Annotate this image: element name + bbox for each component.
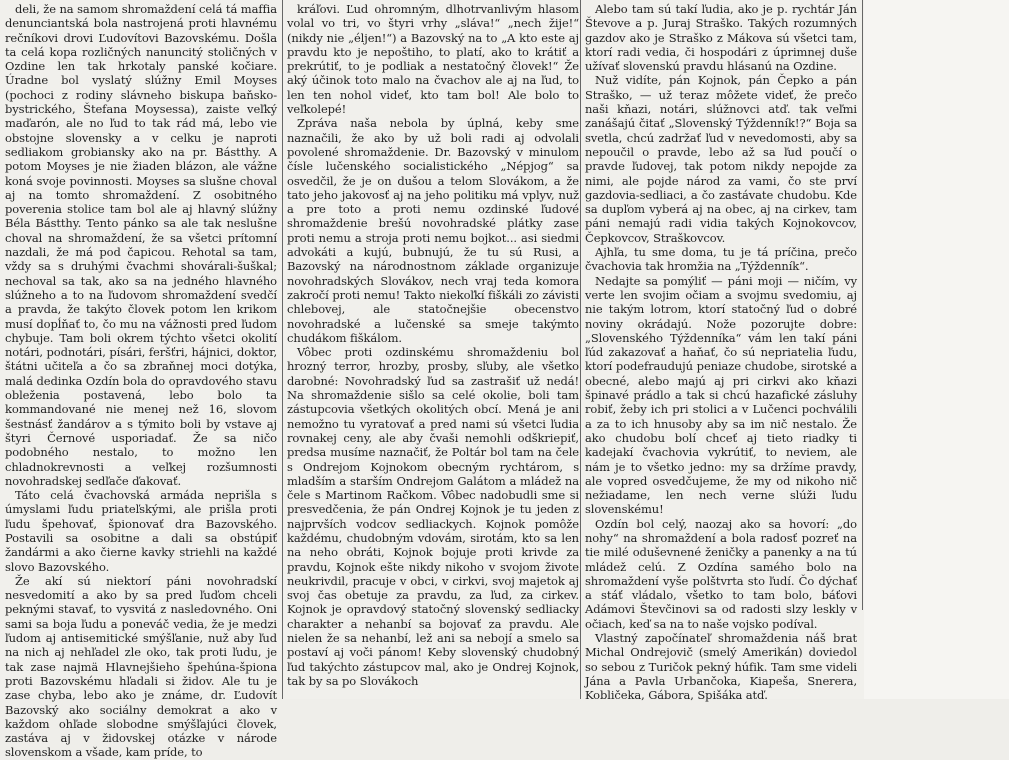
paragraph: Nedajte sa pomýliť — páni moji — ničím, vy verte len svojim očiam a svojmu svedomiu, aj nie takým lotrom, ktorí statočný ľud o dobré noviny okrádajú. Nože pozorujte dobre: „Slovenského Týždenníka“ vám len takí páni ľúd zakazovať a haňať, čo sú nepriatelia ľudu, ktorí podefraudujú peniaze chudobe, sirotské a obecné, alebo majú aj pri cirkvi ako kňazi špinavé prádlo a tak si chcú hazafické zásluhy robiť, žeby ich pri stolici a v Lučenci pochválili a za to ich hnusoby aby sa im nič nestalo. Že ako chudobu bolí chceť aj tieto riadky ti kadejakí čvachovia vykrútiť, to neviem, ale nám je to všetko jedno: my sa držíme pravdy, ale vopred osvedčujeme, že my od nikoho nič nežiadame, len nech verne slúži ľudu slovenskému! (585, 273, 857, 517)
article-column-left (5, 2, 277, 760)
article-column-middle (287, 2, 579, 693)
paragraph: kráľovi. Ľud ohromným, dlhotrvanlivým hlasom volal vo tri, vo štyri vrhy „sláva!“ „nech žije!“ (nikdy nie „éljen!“) a Bazovský na to „A kto este aj pravdu kto je nepoštiho, to platí, ako to krátiť a prekrútiť, to je podliak a nestatočný človek!“ Že aký účinok toto malo na čvachov ale aj na ľud, to len ten nohol videť, kto tam bol! Ale bolo to veľkolepé! (287, 2, 579, 117)
paragraph: Alebo tam sú takí ľudia, ako je p. rychtár Ján Števove a p. Juraj Straško. Takých rozumných gazdov ako je Straško z Mákova sú všetci tam, ktorí radi vedia, či hospodári z úprimnej duše užívať slovenskú pravdu hlásanú na Ozdine. (585, 2, 857, 74)
paragraph: deli, že na samom shromaždení celá tá maffia denunciantská bola nastrojená proti hlavnému rečníkovi drovi Ľudovítovi Bazovskému. Došla ta celá kopa rozličných nanuncitý stoličných v Ozdine len tak hrkotaly panské kočiare. Úradne bol vyslatý slúžny Emil Moyses (pochoci z rodiny slávneho biskupa baňsko-bystrického, Štefana Moysessa), zaiste veľký maďarón, ale no ľud to tak rád má, lebo vie obstojne slovensky a v celku je naproti sedliakom grobiansky ako na pr. Bástthy. A potom Moyses je nie žiaden blázon, ale vážne koná svoje povinnosti. Moyses sa slušne choval aj na tomto shromaždení. Z osobitného poverenia stolice tam bol ale aj hlavný slúžny Béla Bástthy. Tento pánko sa ale tak neslušne choval na shromaždení, že sa všetci prítomní nazdali, že má pod čapicou. Rehotal sa tam, vždy sa s druhými čvachmi shovárali-šuškal; nechoval sa tak, ako sa na jedného hlavného slúžneho a to na ľudovom shromaždení svedčí a pravda, že takýto človek potom len krikom musí dopĺňať to, čo mu na vážnosti pred ľudom chybuje. Tam boli okrem týchto všetci okolití notári, podnotári, písári, feršťri, hájnici, doktor, štátni učiteľa a čo sa zbraňnej moci dotýka, malá dedinka Ozdín bola do opravdového stavu obleženia postavená, lebo bolo ta kommandované nie menej než 16, slovom šestnásť žandárov a s týmito boli by vstave aj štyri Černové usporiadať. Že sa ničo podobného nestalo, to možno len chladnokrevnosti a veľkej rozšumnosti novohradskej sedľače ďakovať. (5, 2, 277, 488)
column-divider (580, 0, 581, 699)
paragraph: Nuž vidíte, pán Kojnok, pán Čepko a pán Straško, — už teraz môžete videť, že prečo naši kňazi, notári, slúžnovci atď. tak veľmi zanášajú čitať „Slovenský Týždenník!?“ Boja sa svetla, chcú zadržať ľud v nevedomosti, aby sa nepoučil o pravde, lebo až sa ľud poučí o pravde ľudovej, tak potom nikdy nepojde za nimi, ale pojde národ za vami, čo ste prví gazdovia-sedliaci, a čo zastávate chudobu. Kde sa dupľom vyberá aj na obec, aj na cirkev, tam páni nemajú radi vidia takých Kojnokovcov, Čepkovcov, Straškovcov. (585, 73, 857, 245)
article-column-right (585, 2, 857, 703)
paragraph: Že akí sú niektorí páni novohradskí nesvedomití a ako by sa pred ľuďom chceli peknými stavať, to vysvitá z nasledovného. Oni sami sa boja ľudu a poneváč vedia, že je medzi ľudom aj antisemitické smýšľanie, nuž aby ľud na nich aj nehľadel zle oko, tak proti ľudu, je tak zase najmä Hlavnejšieho špehúna-špiona proti Bazovskému hľadali si židov. Ale tu je zase chyba, lebo ako je známe, dr. Ľudovít Bazovský ako sociálny demokrat a ako v každom ohľade slobodne smýšľajúci človek, zastáva aj v židovskej otázke v národe slovenskom a všade, kam príde, to (5, 573, 277, 760)
column-divider (282, 0, 283, 699)
column-divider (862, 0, 863, 610)
paragraph: Vlastný započínateľ shromaždenia náš brat Michal Ondrejovič (smelý Amerikán) doviedol so sebou z Turičok pekný húfik. Tam sme videli Jána a Pavla Urbančoka, Kiapeša, Snerera, Kobličeka, Gábora, Spišáka atď. (585, 631, 857, 703)
paragraph: Vôbec proti ozdinskému shromaždeniu bol hrozný terror, hrozby, prosby, sľuby, ale všetko darobné: Novohradský ľud sa zastrašiť už nedá! Na shromaždenie sišlo sa celé okolie, boli tam zástupcovia všetkých okolitých obcí. Mená je ani nemožno tu vyratovať a pred nami sú všetci ľudia rovnakej ceny, ale aby čvaši nemohli odškriepiť, predsa musíme naznačiť, že Poltár bol tam na čele s Ondrejom Kojnokom obecným rychtárom, s mladším a starším Ondrejom Galátom a mládež na čele s Martinom Račkom. Vôbec nadobudli sme si presvedčenia, že pán Ondrej Kojnok je tu jeden z najprvších vodcov sedliackych. Kojnok pomôže každému, chudobným vdovám, sirotám, kto sa len na neho obráti, Kojnok bojuje proti krivde za pravdu, Kojnok ešte nikdy nikoho v svojom živote neukrivdil, pracuje v obci, v cirkvi, svoj majetok aj svoj čas obetuje za pravdu, za ľud, za cirkev. Kojnok je opravdový statočný slovenský sedliacky charakter a nehanbí sa bojovať za pravdu. Ale nielen že sa nehanbí, lež ani sa nebojí a smelo sa postaví aj voči pánom! Keby slovenský chudobný ľud takýchto zástupcov mal, ako je Ondrej Kojnok, tak by sa po Slovákoch (287, 345, 579, 688)
paragraph: Ajhľa, tu sme doma, tu je tá príčina, prečo čvachovia tak hromžia na „Týždenník“. (585, 245, 857, 274)
paragraph: Zpráva naša nebola by úplná, keby sme naznačili, že ako by už boli radi aj odvolali povolené shromaždenie. Dr. Bazovský v minulom čísle lučenského socialistického „Népjog“ sa osvedčil, že je on dušou a telom Slovákom, a že tato jeho jakovosť aj na jeho politiku má vplyv, nuž a pre toto a proti nemu ozdinské ľudové shromaždenie brešú novohradské plátky zase proti nemu a stroja proti nemu bojkot... asi siedmi advokáti a kujú, bubnujú, že tu sú Rusi, a Bazovský na národnostnom základe organizuje novohradských Slovákov, nech vraj teda komora zakročí proti nemu! Takto niekoľkí fiškáli zo závisti chlebovej, ale statočnejšie obecenstvo novohradské a lučenské sa smeje takýmto chudákom fiškálom. (287, 116, 579, 345)
page-margin (864, 0, 1009, 699)
paragraph: Ozdín bol celý, naozaj ako sa hovorí: „do nohy“ na shromaždení a bola radosť pozreť na tie milé oduševnené ženičky a panenky a na tú mládež celú. Z Ozdína samého bolo na shromaždení vyše polštvrta sto ľudí. Čo dýchať a stáť vládalo, všetko to tam bolo, báťovi Adámovi Števčinovi sa od radosti slzy leskly v očiach, keď sa na to naše vojsko podíval. (585, 516, 857, 631)
paragraph: Táto celá čvachovská armáda neprišla s úmyslami ľudu priateľskými, ale prišla proti ľudu špehovať, špionovať dra Bazovského. Postavili sa osobitne a dali sa obstúpiť žandármi a ako čierne kavky striehli na každé slovo Bazovského. (5, 488, 277, 574)
